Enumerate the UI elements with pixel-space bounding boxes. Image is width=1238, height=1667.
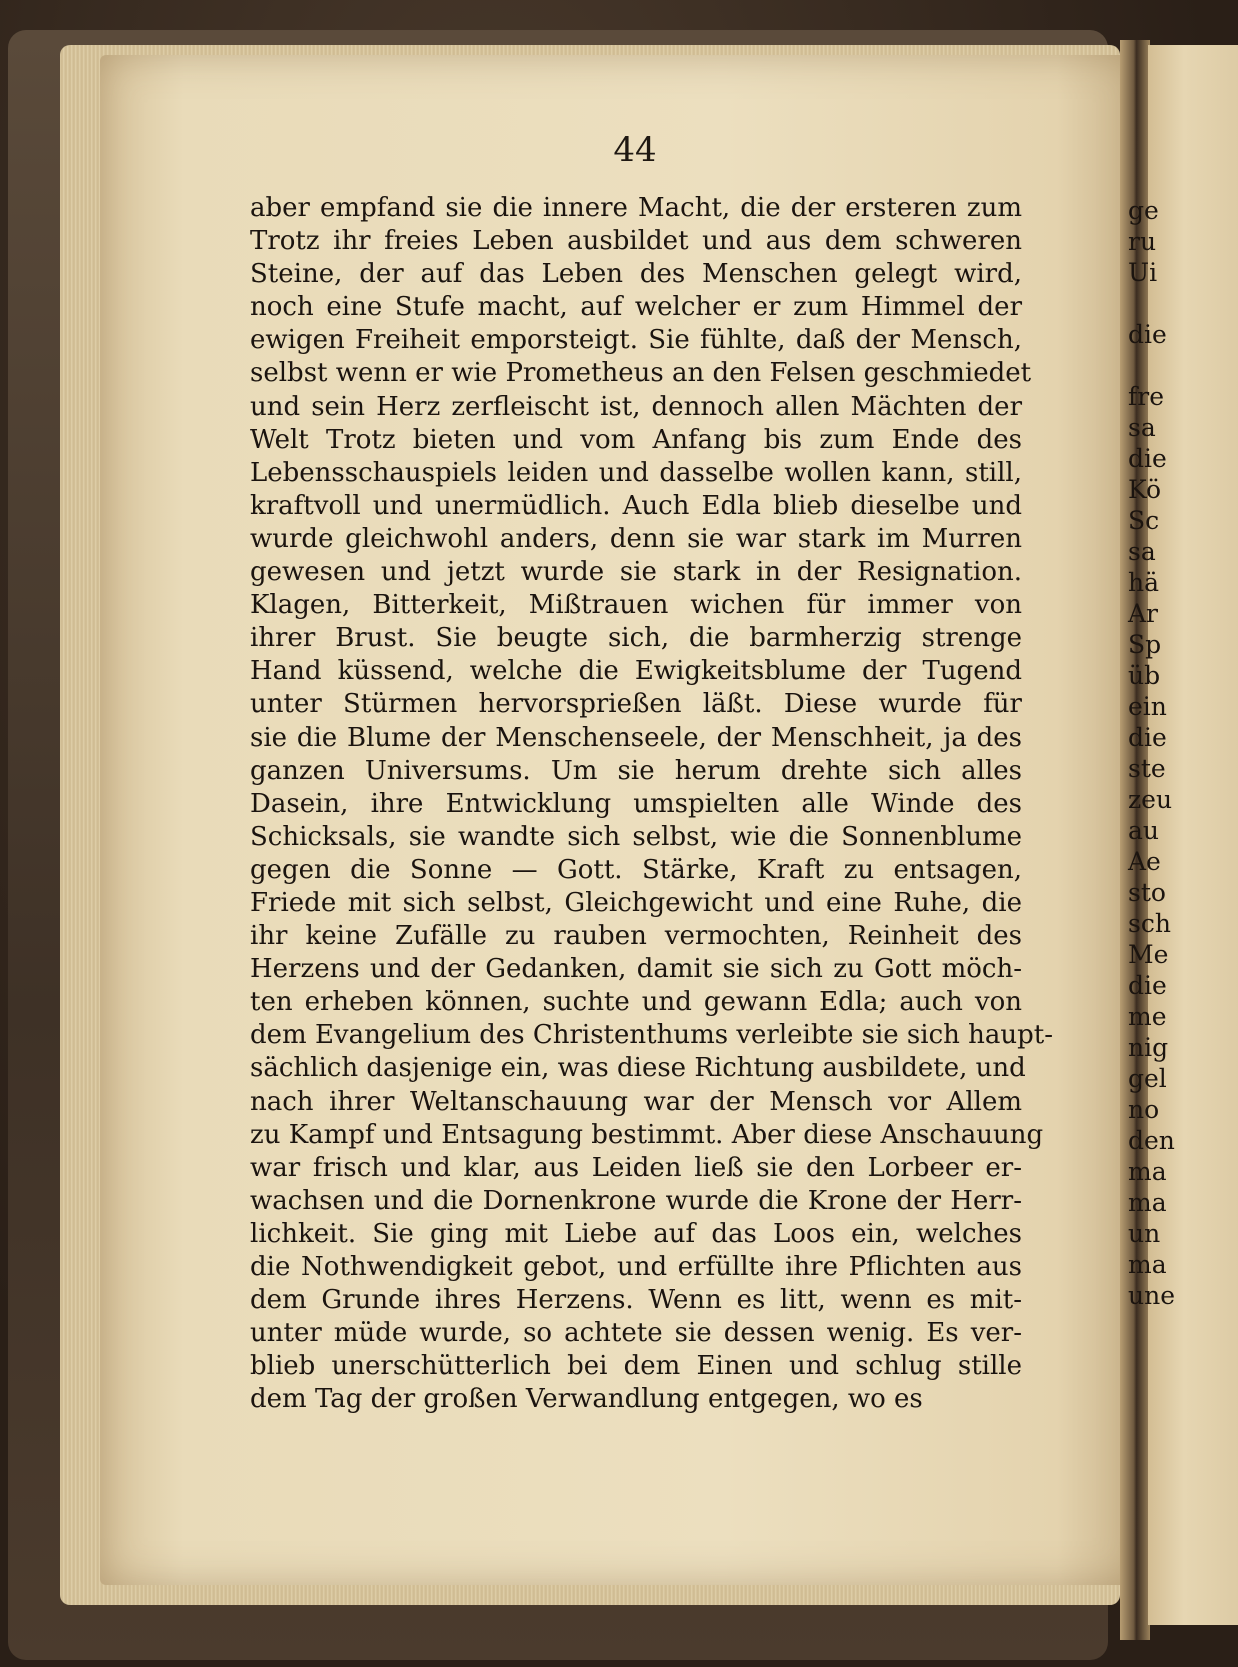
text-line: unter müde wurde, so achtete sie dessen wenig. Es ver- — [250, 1318, 1022, 1349]
facing-line-fragment: ma — [1128, 1188, 1167, 1217]
facing-line-fragment: ein — [1128, 692, 1167, 721]
facing-line-fragment: sch — [1128, 909, 1171, 938]
text-line: sie die Blume der Menschenseele, der Menschheit, ja des — [250, 722, 1022, 753]
facing-line-fragment — [1128, 288, 1168, 319]
facing-line-fragment — [1128, 350, 1168, 381]
text-line: Dasein, ihre Entwicklung umspielten alle Winde des — [250, 788, 1022, 819]
body-text — [250, 192, 1054, 1416]
facing-line-fragment: ma — [1128, 1157, 1167, 1186]
facing-line-fragment: un — [1128, 1219, 1161, 1248]
text-line: Friede mit sich selbst, Gleichgewicht und eine Ruhe, die — [250, 887, 1022, 918]
text-line: ihr keine Zufälle zu rauben vermochten, Reinheit des — [250, 921, 1022, 952]
text-line: Welt Trotz bieten und vom Anfang bis zum Ende des — [250, 424, 1022, 455]
facing-line-fragment: Sp — [1128, 630, 1162, 659]
facing-line-fragment: ru — [1128, 227, 1157, 256]
facing-line-fragment: au — [1128, 816, 1160, 845]
facing-line-fragment: Me — [1128, 940, 1169, 969]
text-line: wurde gleichwohl anders, denn sie war stark im Murren — [250, 523, 1022, 554]
text-line: selbst wenn er wie Prometheus an den Felsen geschmiedet — [250, 358, 1032, 389]
text-line: Hand küssend, welche die Ewigkeitsblume der Tugend — [250, 656, 1022, 687]
facing-line-fragment: Kö — [1128, 475, 1162, 504]
text-line: lichkeit. Sie ging mit Liebe auf das Loos ein, welches — [250, 1218, 1022, 1249]
text-line: Schicksals, sie wandte sich selbst, wie die Sonnenblume — [250, 821, 1022, 852]
text-line: kraftvoll und unermüdlich. Auch Edla blieb dieselbe und — [250, 490, 1022, 521]
text-line: Lebensschauspiels leiden und dasselbe wollen kann, still, — [250, 457, 1022, 488]
text-line: Herzens und der Gedanken, damit sie sich zu Gott möch- — [250, 954, 1022, 985]
facing-line-fragment: sa — [1128, 413, 1156, 442]
text-line: die Nothwendigkeit gebot, und erfüllte ihre Pflichten aus — [250, 1252, 1022, 1282]
facing-line-fragment: me — [1128, 1002, 1167, 1031]
text-line: nach ihrer Weltanschauung war der Mensch vor Allem — [250, 1086, 1022, 1117]
text-line: gewesen und jetzt wurde sie stark in der Resignation. — [250, 557, 1022, 588]
facing-line-fragment: Sc — [1128, 506, 1160, 535]
facing-line-fragment: ste — [1128, 754, 1166, 783]
text-line: dem Evangelium des Christenthums verleibte sie sich haupt- — [250, 1020, 1054, 1051]
facing-line-fragment: die — [1128, 971, 1167, 1000]
facing-line-fragment: den — [1128, 1126, 1175, 1155]
facing-line-fragment: fre — [1128, 382, 1164, 411]
facing-line-fragment: nig — [1128, 1033, 1169, 1062]
facing-line-fragment: sa — [1128, 537, 1156, 566]
text-line: war frisch und klar, aus Leiden ließ sie den Lorbeer er- — [250, 1152, 1022, 1183]
text-line: gegen die Sonne — Gott. Stärke, Kraft zu entsagen, — [250, 854, 1022, 885]
facing-line-fragment: die — [1128, 320, 1167, 349]
facing-line-fragment: zeu — [1128, 785, 1173, 814]
page-number: 44 — [613, 130, 657, 170]
text-line: aber empfand sie die innere Macht, die der ersteren zum — [250, 193, 1022, 223]
facing-line-fragment: üb — [1128, 661, 1161, 690]
facing-line-fragment: ge — [1128, 196, 1159, 225]
facing-line-fragment: gel — [1128, 1064, 1167, 1093]
text-line: blieb unerschütterlich bei dem Einen und schlug stille — [250, 1351, 1022, 1382]
facing-line-fragment: die — [1128, 444, 1167, 473]
text-line: Klagen, Bitterkeit, Mißtrauen wichen für immer von — [250, 590, 1022, 621]
facing-line-fragment: Ui — [1128, 258, 1158, 287]
text-line: ten erheben können, suchte und gewann Edla; auch von — [250, 987, 1022, 1018]
text-line: ewigen Freiheit emporsteigt. Sie fühlte, daß der Mensch, — [250, 325, 1022, 356]
facing-line-fragment: ma — [1128, 1250, 1167, 1279]
facing-line-fragment: die — [1128, 723, 1167, 752]
facing-line-fragment: Ae — [1128, 847, 1161, 876]
facing-line-fragment: no — [1128, 1095, 1160, 1124]
text-line: dem Grunde ihres Herzens. Wenn es litt, wenn es mit- — [250, 1285, 1022, 1316]
text-line: und sein Herz zerfleischt ist, dennoch allen Mächten der — [250, 391, 1022, 422]
text-line: dem Tag der großen Verwandlung entgegen, wo es — [250, 1384, 923, 1415]
text-line: zu Kampf und Entsagung bestimmt. Aber diese Anschauung — [250, 1119, 1044, 1150]
text-line: ihrer Brust. Sie beugte sich, die barmherzig strenge — [250, 623, 1022, 654]
text-line: wachsen und die Dornenkrone wurde die Krone der Herr- — [250, 1185, 1022, 1216]
facing-line-fragment: Ar — [1128, 599, 1159, 628]
text-line: unter Stürmen hervorsprießen läßt. Diese wurde für — [250, 689, 1022, 720]
facing-line-fragment: sto — [1128, 878, 1166, 907]
text-line: Steine, der auf das Leben des Menschen gelegt wird, — [250, 259, 1022, 290]
text-line: Trotz ihr freies Leben ausbildet und aus dem schweren — [250, 226, 1022, 257]
text-line: noch eine Stufe macht, auf welcher er zum Himmel der — [250, 292, 1022, 323]
text-line: sächlich dasjenige ein, was diese Richtung ausbildete, und — [250, 1053, 1026, 1084]
facing-page-text — [1128, 195, 1175, 1311]
facing-line-fragment: une — [1128, 1281, 1175, 1310]
text-line: ganzen Universums. Um sie herum drehte sich alles — [250, 755, 1022, 786]
facing-line-fragment: hä — [1128, 568, 1160, 597]
